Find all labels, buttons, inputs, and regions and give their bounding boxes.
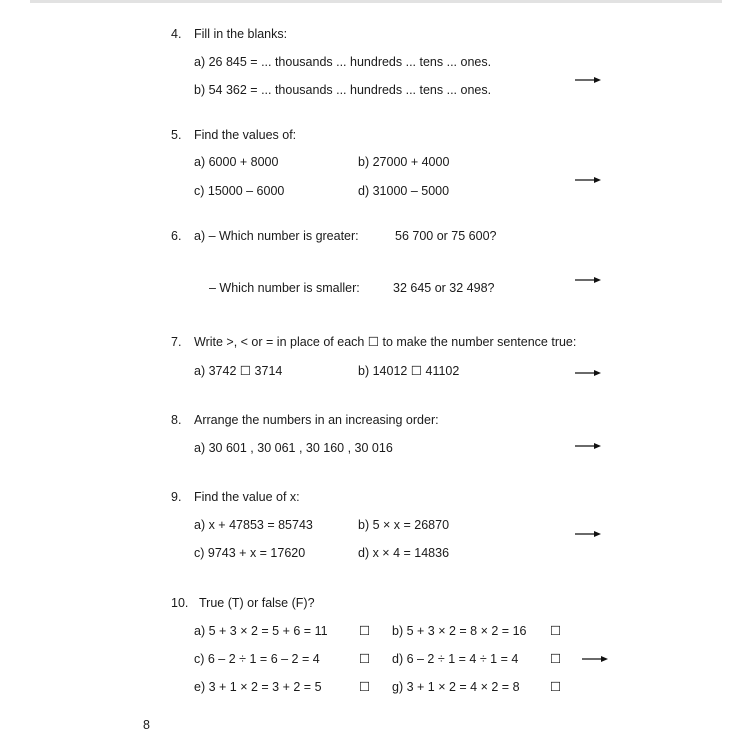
q10-b: b) 5 + 3 × 2 = 8 × 2 = 16 (392, 624, 527, 638)
q10-g: g) 3 + 1 × 2 = 4 × 2 = 8 (392, 680, 520, 694)
q7-a: a) 3742 ☐ 3714 (194, 364, 283, 378)
q9-b: b) 5 × x = 26870 (358, 518, 450, 532)
q9-prompt: Find the value of x: (194, 490, 300, 504)
q7-number: 7. (171, 335, 182, 349)
q10-prompt: True (T) or false (F)? (199, 596, 315, 610)
q10-a-checkbox[interactable]: ☐ (359, 624, 371, 638)
q6-a1: a) – Which number is greater: (194, 229, 359, 243)
q10-e: e) 3 + 1 × 2 = 3 + 2 = 5 (194, 680, 322, 694)
q9-c: c) 9743 + x = 17620 (194, 546, 306, 560)
q4-prompt: Fill in the blanks: (194, 27, 288, 41)
q4-a: a) 26 845 = ... thousands ... hundreds ... tens ... ones. (194, 55, 492, 69)
q10-arrow-icon (582, 654, 608, 664)
q9-number: 9. (171, 490, 182, 504)
q9-d: d) x × 4 = 14836 (358, 546, 450, 560)
q7-arrow-icon (575, 368, 601, 378)
q6-arrow-icon (575, 275, 601, 285)
top-rule (30, 0, 722, 3)
q6-a1-values: 56 700 or 75 600? (395, 229, 497, 243)
q4-arrow-icon (575, 75, 601, 85)
q6-a2-values: 32 645 or 32 498? (393, 281, 495, 295)
q8-prompt: Arrange the numbers in an increasing order: (194, 413, 439, 427)
q8-arrow-icon (575, 441, 601, 451)
q10-d-checkbox[interactable]: ☐ (550, 652, 562, 666)
q9-arrow-icon (575, 529, 601, 539)
q5-arrow-icon (575, 175, 601, 185)
q4-number: 4. (171, 27, 182, 41)
q10-e-checkbox[interactable]: ☐ (359, 680, 371, 694)
q5-b: b) 27000 + 4000 (358, 155, 450, 169)
q10-number: 10. (171, 596, 189, 610)
q6-a2: – Which number is smaller: (209, 281, 360, 295)
q5-number: 5. (171, 128, 182, 142)
q10-g-checkbox[interactable]: ☐ (550, 680, 562, 694)
q5-d: d) 31000 – 5000 (358, 184, 450, 198)
q8-a: a) 30 601 , 30 061 , 30 160 , 30 016 (194, 441, 393, 455)
q5-prompt: Find the values of: (194, 128, 297, 142)
q5-a: a) 6000 + 8000 (194, 155, 279, 169)
q10-d: d) 6 – 2 ÷ 1 = 4 ÷ 1 = 4 (392, 652, 519, 666)
q4-b: b) 54 362 = ... thousands ... hundreds ... tens ... ones. (194, 83, 492, 97)
q6-number: 6. (171, 229, 182, 243)
q10-c-checkbox[interactable]: ☐ (359, 652, 371, 666)
q9-a: a) x + 47853 = 85743 (194, 518, 313, 532)
q7-prompt: Write >, < or = in place of each ☐ to make the number sentence true: (194, 335, 577, 349)
q10-b-checkbox[interactable]: ☐ (550, 624, 562, 638)
q7-b: b) 14012 ☐ 41102 (358, 364, 460, 378)
page-number: 8 (143, 718, 150, 732)
q5-c: c) 15000 – 6000 (194, 184, 285, 198)
q8-number: 8. (171, 413, 182, 427)
q10-a: a) 5 + 3 × 2 = 5 + 6 = 11 (194, 624, 328, 638)
q10-c: c) 6 – 2 ÷ 1 = 6 – 2 = 4 (194, 652, 320, 666)
